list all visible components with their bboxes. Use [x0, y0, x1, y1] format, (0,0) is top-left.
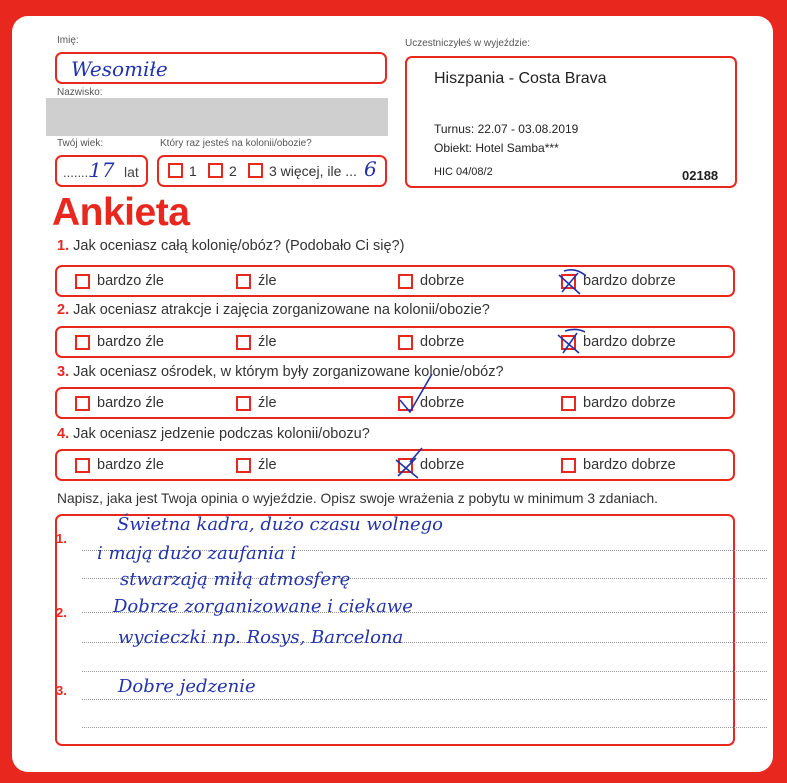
cross-mark-icon: [392, 446, 426, 480]
answer-rule: [82, 671, 767, 672]
answer-1-number: 1.: [56, 531, 67, 546]
age-label: Twój wiek:: [57, 138, 104, 149]
option-zle[interactable]: źle: [236, 451, 277, 479]
answer-1-line-2: i mają dużo zaufania i: [97, 543, 297, 564]
turnus-label: Turnus:: [434, 122, 475, 136]
answer-1-line-1: Świetna kadra, dużo czasu wolnego: [117, 514, 443, 535]
question-2-text: 2. Jak oceniasz atrakcje i zajęcia zorganizowane na kolonii/obozie?: [57, 302, 490, 318]
option-dobrze[interactable]: dobrze: [398, 267, 464, 295]
surname-redaction: [46, 98, 388, 136]
question-3-text: 3. Jak oceniasz ośrodek, w którym były zorganizowane kolonie/obóz?: [57, 364, 504, 380]
name-label: Imię:: [57, 35, 79, 46]
checkbox: [236, 274, 251, 289]
question-4-options: [55, 449, 735, 481]
question-1-options: [55, 265, 735, 297]
option-bardzo-dobrze[interactable]: bardzo dobrze: [561, 389, 676, 417]
answer-3-number: 3.: [56, 683, 67, 698]
check-mark-icon: [396, 370, 436, 414]
form-number: 02188: [682, 168, 719, 183]
question-4-text: 4. Jak oceniasz jedzenie podczas kolonii/obozu?: [57, 426, 370, 442]
time-opt-3: 3 więcej, ile ...: [269, 163, 357, 179]
option-dobrze[interactable]: dobrze: [398, 328, 464, 356]
age-dots: ........: [63, 165, 92, 180]
option-zle[interactable]: źle: [236, 389, 277, 417]
checkbox: [236, 458, 251, 473]
checkbox-checked: [561, 274, 576, 289]
trip-box: [405, 56, 737, 188]
option-dobrze[interactable]: dobrze: [398, 389, 464, 417]
option-bardzo-zle[interactable]: bardzo źle: [75, 451, 164, 479]
option-dobrze[interactable]: dobrze: [398, 451, 464, 479]
obiekt-value: Hotel Samba***: [475, 141, 559, 155]
option-bardzo-zle[interactable]: bardzo źle: [75, 267, 164, 295]
opinion-prompt: Napisz, jaka jest Twoja opinia o wyjeździe. Opisz swoje wrażenia z pobytu w minimum 3 zdaniach.: [57, 491, 658, 506]
trip-code: HIC 04/08/2: [434, 166, 493, 178]
check-mark-icon: [556, 268, 586, 298]
answer-3-line-1: Dobre jedzenie: [118, 676, 256, 697]
answer-rule: [82, 699, 767, 700]
checkbox-checked: [398, 458, 413, 473]
surname-label: Nazwisko:: [57, 87, 103, 98]
checkbox: [561, 458, 576, 473]
option-bardzo-dobrze[interactable]: bardzo dobrze: [561, 451, 676, 479]
trip-title: Hiszpania - Costa Brava: [434, 70, 607, 87]
name-value: Wesomiłe: [71, 57, 168, 81]
trip-label: Uczestniczyłeś w wyjeździe:: [405, 38, 531, 49]
question-3-options: [55, 387, 735, 419]
time-label: Który raz jesteś na kolonii/obozie?: [160, 138, 312, 149]
answer-2-number: 2.: [56, 605, 67, 620]
checkbox: [75, 458, 90, 473]
checkbox-checked: [561, 335, 576, 350]
age-field[interactable]: [55, 155, 148, 187]
check-mark-icon: [555, 327, 585, 357]
answer-rule: [82, 727, 767, 728]
question-1-text: 1. Jak oceniasz całą kolonię/obóz? (Podobało Ci się?): [57, 238, 405, 254]
checkbox: [236, 396, 251, 411]
checkbox: [398, 274, 413, 289]
answer-1-line-3: stwarzają miłą atmosferę: [120, 569, 351, 590]
name-field[interactable]: [55, 52, 387, 84]
checkbox: [75, 335, 90, 350]
age-value: 17: [89, 158, 115, 182]
option-bardzo-dobrze[interactable]: bardzo dobrze: [561, 267, 676, 295]
page-title: Ankieta: [52, 191, 190, 234]
question-2-options: [55, 326, 735, 358]
checkbox: [236, 335, 251, 350]
answer-2-line-2: wycieczki np. Rosys, Barcelona: [118, 627, 404, 648]
time-field[interactable]: [157, 155, 387, 187]
time-checkbox-1[interactable]: [168, 163, 183, 178]
time-opt-1: 1: [189, 163, 197, 179]
option-bardzo-dobrze[interactable]: bardzo dobrze: [561, 328, 676, 356]
time-opt-2: 2: [229, 163, 237, 179]
time-checkbox-2[interactable]: [208, 163, 223, 178]
checkbox-checked: [398, 396, 413, 411]
option-bardzo-zle[interactable]: bardzo źle: [75, 389, 164, 417]
checkbox: [561, 396, 576, 411]
checkbox: [75, 274, 90, 289]
answer-2-line-1: Dobrze zorganizowane i ciekawe: [113, 596, 413, 617]
option-bardzo-zle[interactable]: bardzo źle: [75, 328, 164, 356]
time-checkbox-3[interactable]: [248, 163, 263, 178]
checkbox: [75, 396, 90, 411]
age-unit: lat: [124, 164, 139, 180]
obiekt-label: Obiekt:: [434, 141, 473, 155]
option-zle[interactable]: źle: [236, 267, 277, 295]
checkbox: [398, 335, 413, 350]
option-zle[interactable]: źle: [236, 328, 277, 356]
turnus-value: 22.07 - 03.08.2019: [477, 122, 579, 136]
time-value: 6: [364, 157, 377, 181]
